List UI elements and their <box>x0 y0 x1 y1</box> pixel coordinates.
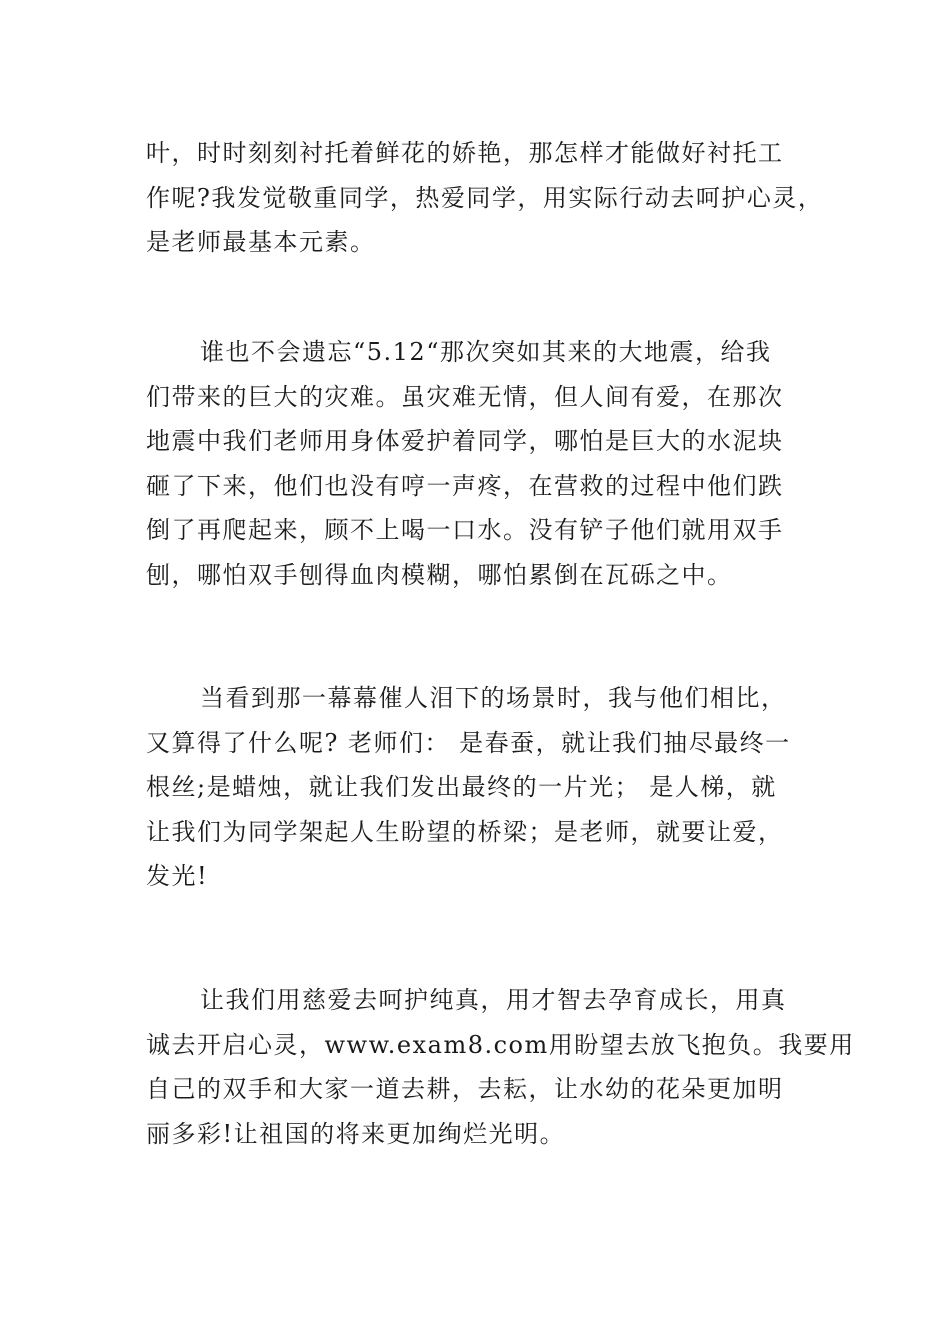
paragraph-line: 倒了再爬起来，顾不上喝一口水。没有铲子他们就用双手 <box>146 516 784 544</box>
paragraph-line: 诚去开启心灵，www.exam8.com用盼望去放飞抱负。我要用 <box>146 1030 855 1059</box>
paragraph-line: 根丝;是蜡烛，就让我们发出最终的一片光； 是人梯，就 <box>146 773 777 801</box>
paragraph-line: 们带来的巨大的灾难。虽灾难无情，但人间有爱，在那次 <box>146 382 784 411</box>
paragraph-line: 作呢?我发觉敬重同学，热爱同学，用实际行动去呵护心灵， <box>146 183 824 212</box>
paragraph-line: 让我们用慈爱去呵护纯真，用才智去孕育成长，用真 <box>200 986 787 1014</box>
paragraph-4 <box>146 978 855 1156</box>
paragraph-line: 发光! <box>146 862 209 890</box>
paragraph-line: 又算得了什么呢? 老师们： 是春蚕，就让我们抽尽最终一 <box>146 728 791 757</box>
paragraph-line: 刨，哪怕双手刨得血肉模糊，哪怕累倒在瓦砾之中。 <box>146 560 733 589</box>
paragraph-2 <box>146 330 814 597</box>
paragraph-line: 砸了下来，他们也没有哼一声疼，在营救的过程中他们跌 <box>146 471 784 500</box>
paragraph-line: 叶，时时刻刻衬托着鲜花的娇艳，那怎样才能做好衬托工 <box>146 139 784 167</box>
paragraph-line: 当看到那一幕幕催人泪下的场景时，我与他们相比， <box>200 684 787 712</box>
paragraph-3 <box>146 676 814 899</box>
paragraph-line: 谁也不会遗忘“5.12“那次突如其来的大地震，给我 <box>200 338 772 366</box>
paragraph-line: 自己的双手和大家一道去耕，去耘，让水幼的花朵更加明 <box>146 1075 784 1103</box>
paragraph-line: 地震中我们老师用身体爱护着同学，哪怕是巨大的水泥块 <box>146 427 784 455</box>
paragraph-line: 是老师最基本元素。 <box>146 228 376 256</box>
paragraph-1 <box>146 131 824 265</box>
paragraph-line: 丽多彩!让祖国的将来更加绚烂光明。 <box>146 1119 566 1148</box>
paragraph-line: 让我们为同学架起人生盼望的桥梁；是老师，就要让爱， <box>146 817 784 846</box>
